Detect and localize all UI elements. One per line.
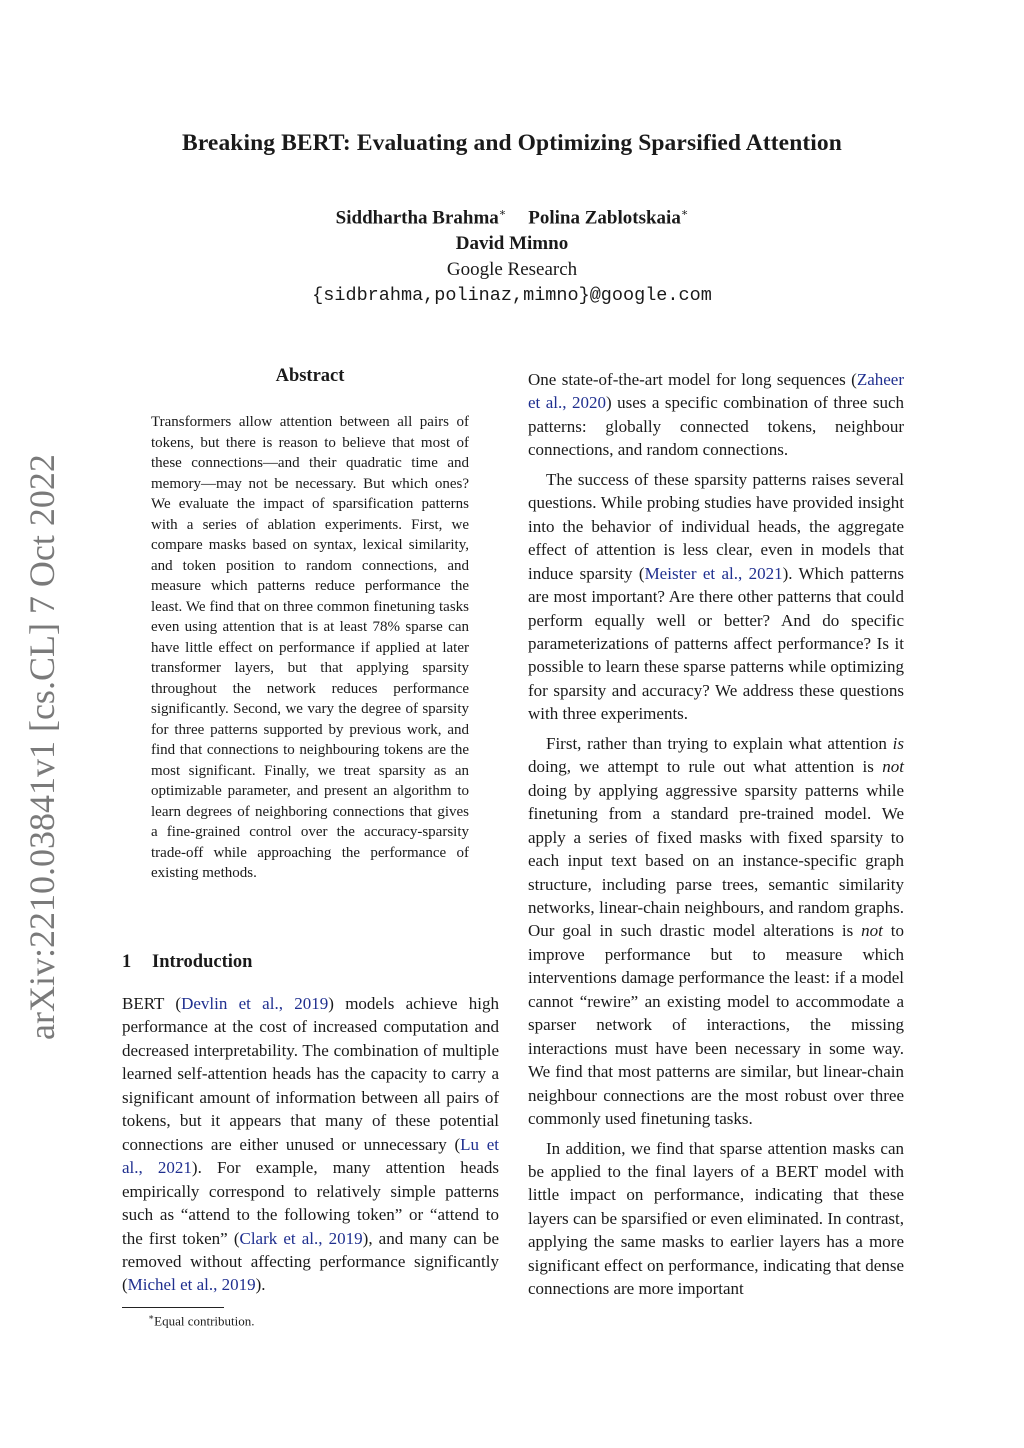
citation-link[interactable]: Devlin et al., 2019 xyxy=(181,994,329,1013)
section-title: Introduction xyxy=(152,952,253,972)
body-text: to improve performance but to measure which interventions damage performance the least: if a model cannot “rewire” an existing model to accommodate a sparser network of interactions, the missing interactions must have been necessary in some way. We find that most patterns are similar, but linear-chain neighbour connections are the most robust over three commonly used finetuning tasks. xyxy=(528,921,904,1129)
author-names-row-1 xyxy=(0,200,1024,231)
equal-contribution-mark: ∗ xyxy=(680,207,689,219)
body-text: The success of these sparsity patterns raises several questions. While probing studies have provided insight into the behavior of individual heads, the aggregate effect of attention is less clear, even in models that induce sparsity ( xyxy=(528,469,904,583)
author-name: David Mimno xyxy=(455,233,569,255)
citation-link[interactable]: Zaheer et al., 2020 xyxy=(528,370,904,413)
author-name: Siddhartha Brahma xyxy=(335,207,499,229)
author-block xyxy=(0,200,1024,309)
body-text: ), and many can be removed without affecting performance significantly ( xyxy=(122,1228,499,1295)
body-paragraph xyxy=(528,368,904,462)
abstract-text: Transformers allow attention between all pairs of tokens, but there is reason to believe that most of these connections—and their quadratic time and memory—may not be necessary. But which ones? We evaluate the impact of sparsification patterns with a series of ablation experiments. First, we compare masks based on syntax, lexical similarity, and token position to random connections, and measure which patterns reduce performance the least. We find that on three common finetuning tasks even using attention that is at least 78% sparse can have little effect on performance if applied at later transformer layers, but that applying sparsity throughout the network reduces performance significantly. Second, we vary the degree of sparsity for three patterns supported by previous work, and find that connections to neighbouring tokens are the most significant. Finally, we treat sparsity as an optimizable parameter, and present an algorithm to learn degrees of neighboring connections that gives a fine-grained control over the accuracy-sparsity trade-off while approaching the performance of existing methods. xyxy=(151,414,469,881)
introduction-paragraph xyxy=(122,992,499,1297)
body-text: One state-of-the-art model for long sequences ( xyxy=(528,370,857,389)
footnote xyxy=(148,1312,255,1329)
citation-link[interactable]: Clark et al., 2019 xyxy=(239,1228,363,1248)
body-paragraph xyxy=(528,468,904,726)
emphasis-text: is xyxy=(892,733,904,753)
citation-link[interactable]: Meister et al., 2021 xyxy=(644,563,783,583)
citation-link[interactable]: Lu et al., 2021 xyxy=(122,1134,499,1178)
equal-contribution-mark: ∗ xyxy=(498,207,507,219)
body-text: doing, we attempt to rule out what attention is xyxy=(528,757,883,777)
body-paragraph xyxy=(528,732,904,1131)
paper-title: Breaking BERT: Evaluating and Optimizing Sparsified Attention xyxy=(182,130,842,156)
arxiv-identifier-stamp: arXiv:2210.03841v1 [cs.CL] 7 Oct 2022 xyxy=(22,454,62,1040)
body-text: First, rather than trying to explain what attention xyxy=(546,733,893,753)
section-heading-introduction xyxy=(122,952,502,973)
footnote-mark: ∗ xyxy=(148,1312,155,1322)
right-column xyxy=(528,368,904,1307)
body-paragraph: In addition, we find that sparse attention masks can be applied to the final layers of a BERT model with little impact on performance, indicating that these layers can be sparsified or even eliminated. In contrast, applying the same masks to earlier layers has a more significant effect on performance, indicating that dense connections are more important xyxy=(528,1138,904,1299)
body-text: doing by applying aggressive sparsity patterns while finetuning from a standard pre-trained model. We apply a series of fixed masks with fixed sparsity to each input text based on an instance-specific graph structure, including parse trees, semantic similarity networks, linear-chain neighbours, and random graphs. Our goal in such drastic model alterations is xyxy=(528,780,904,941)
section-number: 1 xyxy=(122,952,132,972)
footnote-text: Equal contribution. xyxy=(154,1313,255,1329)
body-text: BERT ( xyxy=(122,994,182,1013)
body-text: ). xyxy=(255,1275,266,1295)
footnote-divider xyxy=(122,1307,224,1308)
body-text: ) uses a specific combination of three such patterns: globally connected tokens, neighbour connections, and random connections. xyxy=(528,393,904,460)
author-affiliation: Google Research xyxy=(446,259,578,281)
emphasis-text: not xyxy=(861,921,883,941)
body-text: ) models achieve high performance at the cost of increased computation and decreased interpretability. The combination of multiple learned self-attention heads has the capacity to carry a significant amount of information between all pairs of tokens, but it appears that many of these potential connections are either unused or unnecessary ( xyxy=(122,994,500,1154)
author-name: Polina Zablotskaia xyxy=(528,207,681,229)
citation-link[interactable]: Michel et al., 2019 xyxy=(127,1275,256,1295)
body-text: ). Which patterns are most important? Are there other patterns that could perform equally well or better? And do specific parameterizations of patterns affect performance? Is it possible to learn these sparse patterns while optimizing for sparsity and accuracy? We address these questions with three experiments. xyxy=(528,563,905,724)
emphasis-text: not xyxy=(882,757,904,777)
abstract-heading: Abstract xyxy=(275,366,345,386)
author-email: {sidbrahma,polinaz,mimno}@google.com xyxy=(312,285,712,307)
body-text: ). For example, many attention heads empirically correspond to relatively simple patterns such as “attend to the following token” or “attend to the first token” ( xyxy=(122,1158,499,1248)
